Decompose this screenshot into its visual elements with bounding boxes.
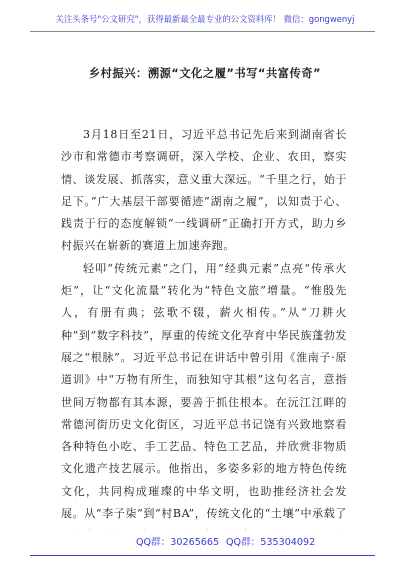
document-body <box>61 124 347 530</box>
footer-divider <box>30 555 375 556</box>
footer-qq-group-1: QQ群：30265665 <box>136 537 220 548</box>
footer-qq-group-2: QQ群：535304092 <box>226 537 316 548</box>
body-paragraph: 3月18日至21日，习近平总书记先后来到湖南省长沙市和常德市考察调研，深入学校、企业、农田，察实情、谈发展、抓落实，意义重大深远。“千里之行，始于足下。”广大基层干部要循迹“湖南之履”，以知责于心、践责于行的态度解锁“一线调研”正确打开方式，助力乡村振兴在崭新的赛道上加速奔跑。 <box>61 128 347 253</box>
document-title: 乡村振兴：溯源“文化之履”书写“共富传奇” <box>88 67 322 80</box>
body-paragraph: 轻叩“传统元素”之门，用“经典元素”点亮“传承火炬”，让“文化流量”转化为“特色文旅”增量。“惟殷先人，有册有典；弦歌不辍，薪火相传。”从“刀耕火种”到“数字科技”，厚重的传统文化孕育中华民族蓬勃发展之“根脉”。习近平总书记在讲话中曾引用《淮南子·原道训》中“万物有所生，而独知守其根”这句名言，意指世间万物都有其本源，要善于抓住根本。在沅江江畔的常德河街历史文化街区，习近平总书记饶有兴致地察看各种特色小吃、手工艺品、特色工艺品，并欣赏非物质文化遗产技艺展示。他指出，多姿多彩的地方特色传统文化，共同构成璀璨的中华文明，也助推经济社会发展。从“李子柒”到“村BA”，传统文化的“土壤”中承载了 <box>61 261 347 521</box>
header-notice: 关注头条号"公文研究"，获得最新最全最专业的公文资料库！ 微信：gongwenyj <box>55 14 355 24</box>
header-divider <box>30 31 375 32</box>
footer <box>30 532 380 554</box>
